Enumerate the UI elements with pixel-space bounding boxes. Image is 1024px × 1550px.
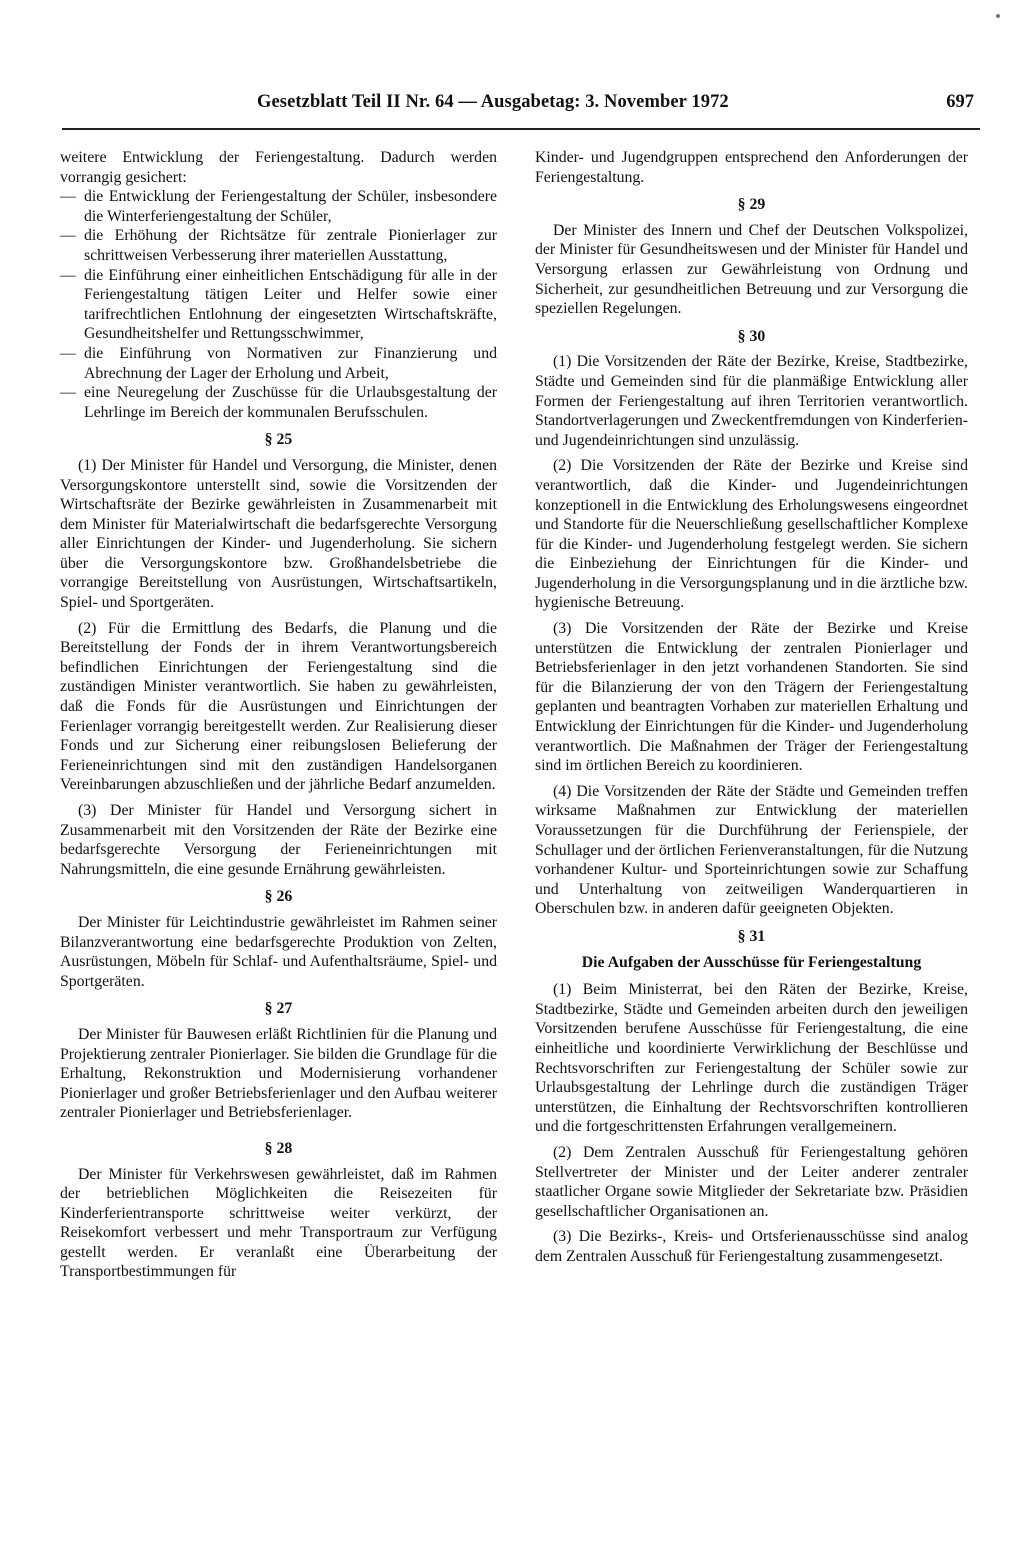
list-item: — die Entwicklung der Feriengestaltung der Schüler, insbesondere die Winterferiengestaltung der Schüler, bbox=[60, 187, 497, 226]
right-column bbox=[535, 148, 968, 1266]
s25-paragraph-1: (1) Der Minister für Handel und Versorgung, die Minister, denen Versorgungskontore unterstellt sind, sowie die Vorsitzenden der Wirtschaftsräte der Bezirke gewährleisten in Zusammenarbeit mit dem Minister für Materialwirtschaft die bedarfsgerechte Versorgung aller Einrichtungen der Kinder- und Jugenderholung. Sie sichern über die Versorgungskontore bzw. Großhandelsbetriebe die vorrangige Bereitstellung von Ausrüstungen, Wirtschaftsartikeln, Spiel- und Sportgeräten. bbox=[60, 456, 497, 612]
s29-paragraph-1: Der Minister des Innern und Chef der Deutschen Volkspolizei, der Minister für Gesundheitswesen und der Minister für Handel und Versorgung erlassen zur Gewährleistung von Ordnung und Sicherheit, zur gesundheitlichen Betreuung und zur Versorgung die speziellen Regelungen. bbox=[535, 221, 968, 318]
section-heading-25: § 25 bbox=[264, 431, 293, 449]
list-item: — die Einführung einer einheitlichen Entschädigung für alle in der Feriengestaltung tätigen Leiter und Helfer sowie einer tarifrechtlichen Entlohnung der eingesetzten Wirtschaftskräfte, Gesundheitshelfer und Rettungsschwimmer, bbox=[60, 266, 497, 344]
list-item: — die Erhöhung der Richtsätze für zentrale Pionierlager zur schrittweisen Verbesserung ihrer materiellen Ausstattung, bbox=[60, 226, 497, 265]
s31-paragraph-3: (3) Die Bezirks-, Kreis- und Ortsferienausschüsse sind analog dem Zentralen Ausschuß für Feriengestaltung zusammengesetzt. bbox=[535, 1228, 968, 1265]
section-heading-28: § 28 bbox=[264, 1139, 293, 1157]
page-number: 697 bbox=[946, 92, 974, 112]
measures-list bbox=[60, 187, 497, 422]
s30-paragraph-2: (2) Die Vorsitzenden der Räte der Bezirke und Kreise sind verantwortlich, daß die Kinder- und Jugendeinrichtungen konzeptionell in die Entwicklung des Erholungswesens eingeordnet und Standorte für die Neuerschließung gesellschaftlicher Komplexe für die Kinder- und Jugenderholung festgelegt werden. Sie sichern die Einbeziehung der Einrichtungen für die Kinder- und Jugenderholung in die Versorgungsplanung und in die ärztliche bzw. hygienische Betreuung. bbox=[535, 457, 968, 612]
list-item: — die Einführung von Normativen zur Finanzierung und Abrechnung der Lager der Erholung und Arbeit, bbox=[60, 344, 497, 383]
intro-paragraph: weitere Entwicklung der Feriengestaltung. Dadurch werden vorrangig gesichert: bbox=[60, 149, 497, 186]
section-heading-31: § 31 bbox=[737, 927, 766, 945]
s25-paragraph-3: (3) Der Minister für Handel und Versorgung sichert in Zusammenarbeit mit den Vorsitzenden der Räte der Bezirke eine bedarfsgerechte Versorgung der Ferieneinrichtungen mit Nahrungsmitteln, die eine gesunde Ernährung gewährleisten. bbox=[60, 802, 497, 878]
s31-paragraph-2: (2) Dem Zentralen Ausschuß für Feriengestaltung gehören Stellvertreter der Minister und der Leiter anderer zentraler staatlicher Organe sowie Mitglieder der Sekretariate bzw. Präsidien gesellschaftlicher Organisationen an. bbox=[535, 1143, 968, 1220]
section-heading-29: § 29 bbox=[737, 196, 766, 214]
s28-paragraph-1: Der Minister für Verkehrswesen gewährleistet, daß im Rahmen der betrieblichen Möglichkeiten die Reisezeiten für Kinderferientransporte schrittweise weiter verkürzt, der Reisekomfort verbessert und mehr Transportraum zur Verfügung gestellt werden. Er veranlaßt eine Überarbeitung der Transportbestimmungen für bbox=[60, 1165, 497, 1281]
s31-paragraph-1: (1) Beim Ministerrat, bei den Räten der Bezirke, Kreise, Stadtbezirke, Städte und Gemeinden arbeiten durch den jeweiligen Vorsitzenden berufene Ausschüsse für Feriengestaltung, die eine einheitliche und koordinierte Verwirklichung der Beschlüsse und Rechtsvorschriften zur Feriengestaltung der Schüler sowie zur Urlaubsgestaltung der Lehrlinge durch die zuständigen Träger unterstützen, die Einhaltung der Rechtsvorschriften kontrollieren und die fortgeschrittensten Erfahrungen verallgemeinern. bbox=[535, 981, 968, 1136]
section-title-31: Die Aufgaben der Ausschüsse für Feriengestaltung bbox=[581, 953, 922, 971]
s30-paragraph-4: (4) Die Vorsitzenden der Räte der Städte und Gemeinden treffen wirksame Maßnahmen zur Entwicklung der materiellen Voraussetzungen für die Durchführung der Ferienspiele, der Schullager und der örtlichen Ferienveranstaltungen, für die Nutzung vorhandener Kultur- und Sporteinrichtungen sowie zur Schaffung und Unterhaltung von zeitweiligen Wanderquartieren in Oberschulen bzw. in anderen dafür geeigneten Objekten. bbox=[535, 782, 968, 918]
s26-paragraph-1: Der Minister für Leichtindustrie gewährleistet im Rahmen seiner Bilanzverantwortung eine bedarfsgerechte Produktion von Zelten, Ausrüstungen, Möbeln für Schlaf- und Aufenthaltsräume, Spiel- und Sportgeräten. bbox=[60, 913, 497, 990]
gazette-title: Gesetzblatt Teil II Nr. 64 — Ausgabetag: 3. November 1972 bbox=[257, 92, 729, 112]
section-heading-26: § 26 bbox=[264, 888, 293, 906]
left-column bbox=[60, 148, 497, 1282]
s27-paragraph-1: Der Minister für Bauwesen erläßt Richtlinien für die Planung und Projektierung zentraler Pionierlager. Sie bilden die Grundlage für die Erhaltung, Rekonstruktion und Modernisierung vorhandener Pionierlager und großer Betriebsferienlager und den Aufbau weiterer zentraler Pionierlager und Betriebsferienlager. bbox=[60, 1025, 497, 1122]
page-header bbox=[62, 88, 980, 130]
list-item: — eine Neuregelung der Zuschüsse für die Urlaubsgestaltung der Lehrlinge im Bereich der kommunalen Berufsschulen. bbox=[60, 383, 497, 422]
s25-paragraph-2: (2) Für die Ermittlung des Bedarfs, die Planung und die Bereitstellung der Fonds der in ihrem Verantwortungsbereich befindlichen Einrichtungen der Feriengestaltung sind die zuständigen Minister verantwortlich. Sie haben zu gewährleisten, daß die Fonds für die Ausrüstungen und Einrichtungen der Ferienlager vorrangig bereitgestellt werden. Zur Realisierung dieser Fonds und zur Sicherung einer reibungslosen Belieferung der Ferieneinrichtungen sind mit den zuständigen Handelsorganen Vereinbarungen abzuschließen und der jährliche Bedarf anzumelden. bbox=[60, 619, 497, 794]
s30-paragraph-1: (1) Die Vorsitzenden der Räte der Bezirke, Kreise, Stadtbezirke, Städte und Gemeinden sind für die planmäßige Entwicklung aller Formen der Feriengestaltung auf ihren Territorien verantwortlich. Standortverlagerungen und Zweckentfremdungen von Kinderferien- und Jugendeinrichtungen sind unzulässig. bbox=[535, 353, 968, 449]
s30-paragraph-3: (3) Die Vorsitzenden der Räte der Bezirke und Kreise unterstützen die Entwicklung der zentralen Pionierlager und Betriebsferienlager in den jetzt vorhandenen Standorten. Sie sind für die Bilanzierung der von den Trägern der Feriengestaltung geplanten und beantragten Vorhaben zur materiellen Erhaltung und Entwicklung der Einrichtungen für die Kinder- und Jugenderholung verantwortlich. Die Maßnahmen der Träger der Feriengestaltung sind im örtlichen Bereich zu koordinieren. bbox=[535, 620, 968, 775]
continuation-paragraph: Kinder- und Jugendgruppen entsprechend den Anforderungen der Feriengestaltung. bbox=[535, 149, 968, 186]
scan-speck bbox=[996, 14, 1000, 18]
section-heading-27: § 27 bbox=[264, 1000, 293, 1018]
section-heading-30: § 30 bbox=[737, 327, 766, 345]
